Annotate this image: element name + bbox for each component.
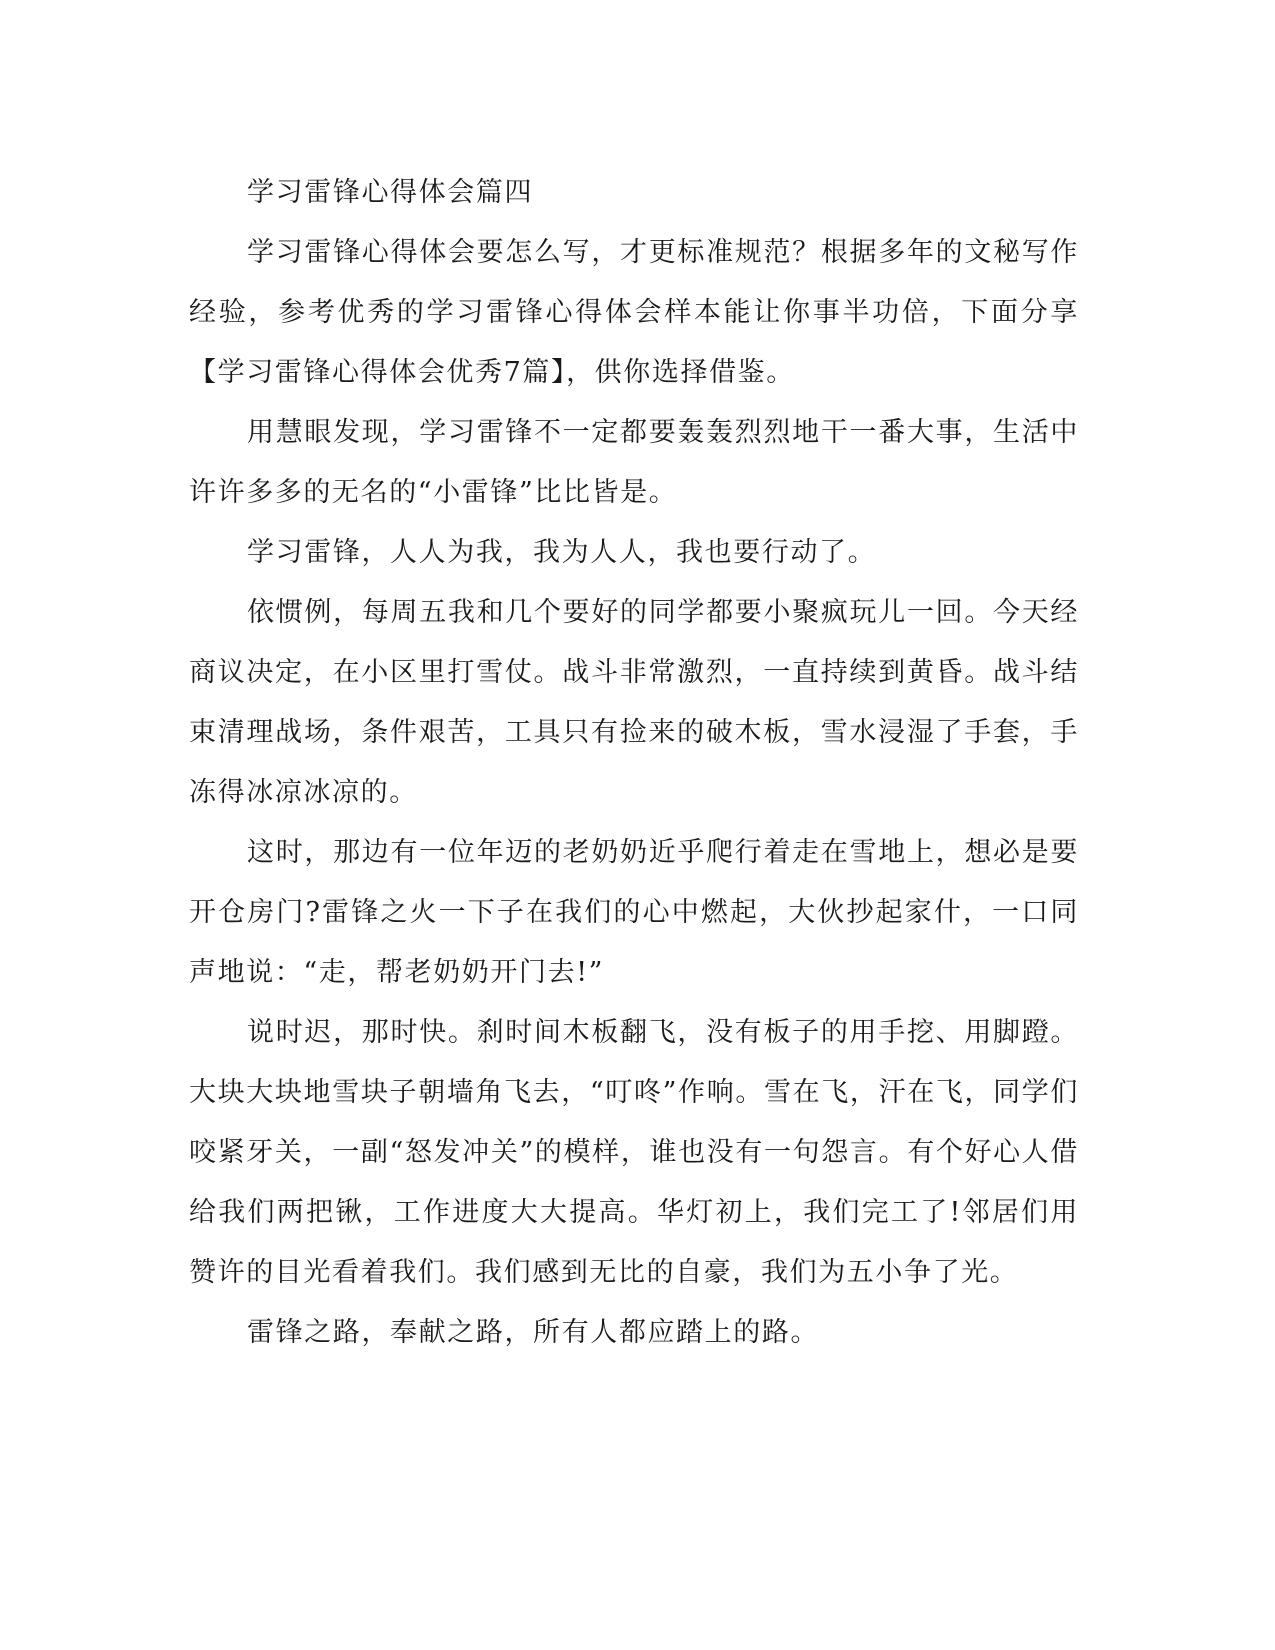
paragraph-action: 学习雷锋，人人为我，我为人人，我也要行动了。 xyxy=(247,537,877,568)
paragraph-work: 说时迟，那时快。刹时间木板翻飞，没有板子的用手挖、用脚蹬。大块大块地雪块子朝墙角飞去，“叮咚”作响。雪在飞，汗在飞，同学们咬紧牙关，一副“怒发冲关”的模样，谁也没有一句怨言。有个好心人借给我们两把锹，工作进度大大提高。华灯初上，我们完工了!邻居们用赞许的目光看着我们。我们感到无比的自豪，我们为五小争了光。 xyxy=(189,1017,1079,1288)
document-body xyxy=(189,163,1079,1363)
paragraph-intro: 学习雷锋心得体会要怎么写，才更标准规范？根据多年的文秘写作经验，参考优秀的学习雷锋心得体会样本能让你事半功倍，下面分享【学习雷锋心得体会优秀7篇】，供你选择借鉴。 xyxy=(189,237,1079,388)
paragraph-conclusion: 雷锋之路，奉献之路，所有人都应踏上的路。 xyxy=(247,1317,820,1348)
paragraph-grandma: 这时，那边有一位年迈的老奶奶近乎爬行着走在雪地上，想必是要开仓房门?雷锋之火一下子在我们的心中燃起，大伙抄起家什，一口同声地说：“走，帮老奶奶开门去!” xyxy=(189,837,1079,988)
paragraph-discover: 用慧眼发现，学习雷锋不一定都要轰轰烈烈地干一番大事，生活中许许多多的无名的“小雷锋”比比皆是。 xyxy=(189,417,1079,508)
paragraph-snowball: 依惯例，每周五我和几个要好的同学都要小聚疯玩儿一回。今天经商议决定，在小区里打雪仗。战斗非常激烈，一直持续到黄昏。战斗结束清理战场，条件艰苦，工具只有捡来的破木板，雪水浸湿了手套，手冻得冰凉冰凉的。 xyxy=(189,597,1079,808)
document-title: 学习雷锋心得体会篇四 xyxy=(247,177,534,208)
